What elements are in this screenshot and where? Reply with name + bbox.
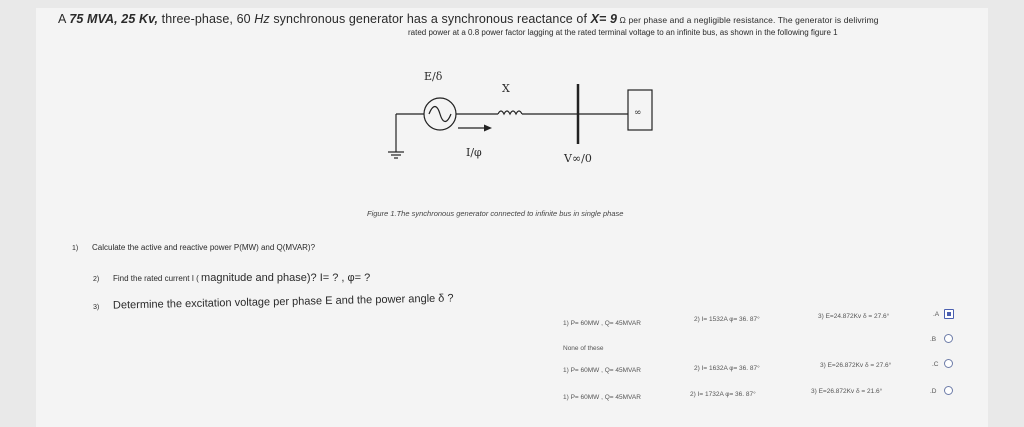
task-1	[72, 243, 315, 252]
figure-caption: Figure 1.The synchronous generator connected to infinite bus in single phase	[367, 209, 624, 218]
question-subtitle: rated power at a 0.8 power factor lagging at the rated terminal voltage to an infinite bus, as shown in the following figure 1	[408, 28, 838, 37]
reactance-label: X	[502, 82, 510, 95]
title-hz: Hz	[254, 12, 270, 26]
option-d-radio[interactable]	[944, 386, 953, 395]
option-c-voltage: 3) E=26.872Kv δ = 27.6°	[820, 362, 892, 369]
option-a-power: 1) P= 60MW , Q= 45MVAR	[563, 320, 641, 327]
option-c-letter: .C	[932, 361, 939, 368]
task-text: Find the rated current I (	[113, 274, 202, 283]
option-none-text: None of these	[563, 345, 604, 352]
title-rating: 75 MVA, 25 Kv,	[69, 12, 159, 26]
title-part: A	[58, 12, 70, 26]
task-number: 1)	[72, 245, 79, 252]
circuit-diagram	[380, 66, 670, 181]
option-c-power: 1) P= 60MW , Q= 45MVAR	[563, 367, 641, 374]
option-b-radio[interactable]	[944, 334, 953, 343]
infinite-bus-label: ∞	[634, 108, 642, 118]
option-a-radio[interactable]	[944, 309, 954, 319]
title-part: three-phase, 60	[158, 12, 255, 26]
option-d-letter: .D	[930, 388, 937, 395]
task-number: 2)	[93, 276, 100, 283]
option-c-current: 2) I= 1632A φ= 36. 87°	[694, 365, 760, 372]
current-label: I/φ	[466, 146, 482, 159]
option-c-radio[interactable]	[944, 359, 953, 368]
option-a-current: 2) I= 1532A φ= 36. 87°	[694, 316, 760, 323]
title-reactance: X= 9	[590, 12, 618, 26]
title-part: synchronous generator has a synchronous reactance of	[269, 12, 591, 26]
bus-voltage-label: V∞/0	[564, 152, 592, 165]
task-text: Calculate the active and reactive power P(MW) and Q(MVAR)?	[92, 243, 316, 252]
option-b-letter: .B	[930, 336, 937, 343]
option-d-power: 1) P= 60MW , Q= 45MVAR	[563, 394, 641, 401]
question-title	[58, 12, 879, 26]
task-2	[93, 272, 370, 284]
sine-icon	[429, 107, 451, 122]
option-a-voltage: 3) E=24.872Kv δ = 27.6°	[818, 313, 890, 320]
arrow-head-icon	[484, 125, 492, 132]
title-part: Ω per phase and a negligible resistance. The generator is delivrimg	[617, 15, 879, 25]
emf-label: E/δ	[424, 70, 443, 83]
option-a-letter: .A	[933, 311, 940, 318]
option-d-current: 2) I= 1732A φ= 36. 87°	[690, 391, 756, 398]
task-number: 3)	[92, 303, 100, 311]
reactance-symbol	[498, 111, 522, 114]
task-text: magnitude and phase)? I= ? , φ= ?	[201, 272, 371, 284]
task-text: Determine the excitation voltage per phase E and the power angle δ ?	[112, 292, 454, 312]
option-d-voltage: 3) E=26.872Kv δ = 21.6°	[811, 388, 883, 395]
